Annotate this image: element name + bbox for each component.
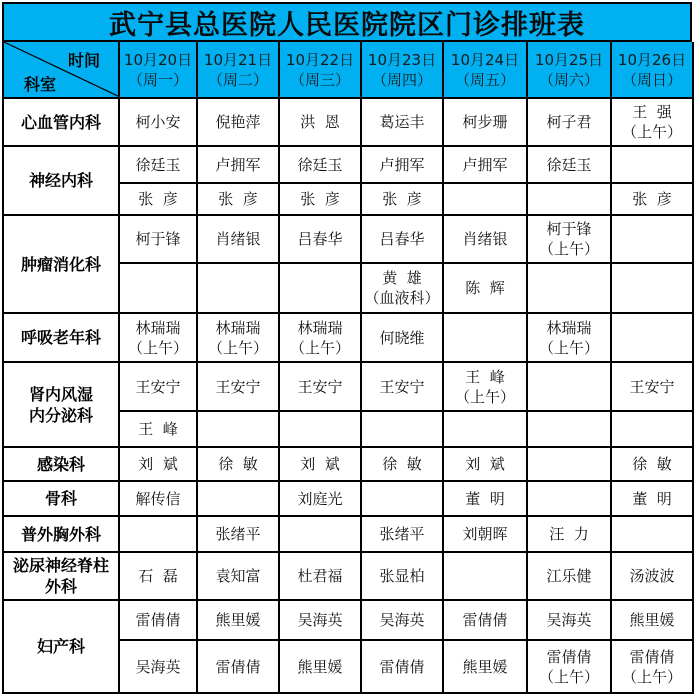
day-weekday: （周日） <box>621 70 682 89</box>
day-header <box>528 42 612 99</box>
shift-note: （上午） <box>538 240 599 258</box>
schedule-cell <box>198 184 280 216</box>
doctor-name: 杜君福 <box>297 567 343 585</box>
doctor-name: 张 彦 <box>632 190 672 208</box>
doctor-name: 熊里媛 <box>297 657 343 676</box>
doctor-name: 徐 敏 <box>218 455 258 473</box>
day-weekday: （周五） <box>454 70 515 89</box>
department-label <box>2 553 120 601</box>
doctor-name: 徐 敏 <box>382 455 422 473</box>
doctor-name: 柯于锋 <box>546 220 592 238</box>
schedule-cell <box>444 601 528 641</box>
schedule-cell <box>280 482 362 517</box>
day-weekday: （周四） <box>371 70 432 89</box>
doctor-name: 徐 敏 <box>632 455 672 473</box>
doctor-name: 雷倩倩 <box>546 647 592 666</box>
doctor-name: 卢拥军 <box>379 155 425 174</box>
day-date: 10月20日 <box>123 50 193 69</box>
doctor-name: 熊里媛 <box>462 657 508 676</box>
schedule-cell <box>528 412 612 448</box>
schedule-cell <box>362 412 444 448</box>
day-header <box>444 42 528 99</box>
doctor-name: 何晓维 <box>379 328 425 347</box>
doctor-name: 王安宁 <box>135 377 181 396</box>
schedule-cell <box>612 412 694 448</box>
department-name-line: 肿瘤消化科 <box>20 254 101 274</box>
schedule-cell <box>444 517 528 553</box>
doctor-name: 张绪平 <box>379 525 425 543</box>
department-name-line: 泌尿神经脊柱 <box>12 556 109 575</box>
doctor-name: 张显柏 <box>379 567 425 585</box>
schedule-cell <box>612 264 694 314</box>
day-header <box>198 42 280 99</box>
day-date: 10月23日 <box>367 50 437 69</box>
schedule-cell <box>198 99 280 147</box>
schedule-cell <box>444 553 528 601</box>
schedule-cell <box>362 363 444 412</box>
schedule-cell <box>198 517 280 553</box>
department-label <box>2 147 120 216</box>
corner-header <box>2 42 120 99</box>
schedule-cell <box>528 314 612 363</box>
department-label <box>2 517 120 553</box>
doctor-name: 吴海英 <box>135 657 181 676</box>
schedule-cell <box>612 363 694 412</box>
schedule-cell <box>280 448 362 482</box>
schedule-cell <box>120 99 198 147</box>
department-name-line: 骨科 <box>44 489 77 508</box>
doctor-name: 石 磊 <box>138 567 178 585</box>
doctor-name: 林瑞瑞 <box>297 318 343 337</box>
schedule-cell <box>280 314 362 363</box>
doctor-name: 肖绪银 <box>462 230 508 248</box>
page-title: 武宁县总医院人民医院院区门诊排班表 <box>2 2 692 42</box>
schedule-cell <box>120 147 198 184</box>
department-label <box>2 99 120 147</box>
schedule-cell <box>280 216 362 264</box>
day-weekday: （周一） <box>127 70 188 89</box>
day-date: 10月26日 <box>617 50 687 69</box>
day-date: 10月24日 <box>450 50 520 69</box>
day-date: 10月21日 <box>203 50 273 69</box>
schedule-cell <box>362 216 444 264</box>
schedule-cell <box>198 641 280 694</box>
doctor-name: 洪 恩 <box>300 113 340 131</box>
schedule-cell <box>198 553 280 601</box>
schedule-cell <box>198 216 280 264</box>
day-weekday: （周六） <box>538 70 599 89</box>
doctor-name: 熊里媛 <box>629 611 675 629</box>
schedule-cell <box>528 216 612 264</box>
shift-note: （上午） <box>538 338 599 357</box>
schedule-cell <box>280 412 362 448</box>
doctor-name: 卢拥军 <box>462 155 508 174</box>
doctor-name: 柯小安 <box>135 113 181 131</box>
doctor-name: 王安宁 <box>379 377 425 396</box>
schedule-cell <box>444 641 528 694</box>
doctor-name: 卢拥军 <box>215 155 261 174</box>
schedule-cell <box>120 553 198 601</box>
schedule-cell <box>280 517 362 553</box>
department-name-line: 肾内风湿 <box>28 384 93 404</box>
schedule-cell <box>444 147 528 184</box>
doctor-name: 王安宁 <box>215 377 261 396</box>
schedule-cell <box>120 517 198 553</box>
doctor-name: 王 强 <box>632 103 672 121</box>
schedule-cell <box>198 363 280 412</box>
doctor-name: 吴海英 <box>379 611 425 629</box>
schedule-cell <box>444 264 528 314</box>
doctor-name: 张 彦 <box>300 190 340 208</box>
doctor-name: 葛运丰 <box>379 113 425 131</box>
doctor-name: 陈 辉 <box>465 279 505 297</box>
doctor-name: 张绪平 <box>215 525 261 543</box>
doctor-name: 雷倩倩 <box>629 647 675 666</box>
shift-note: （上午） <box>538 667 599 686</box>
shift-note: （上午） <box>207 338 268 357</box>
schedule-cell <box>444 184 528 216</box>
schedule-cell <box>444 448 528 482</box>
doctor-name: 汪 力 <box>549 525 589 543</box>
doctor-name: 王安宁 <box>629 377 675 396</box>
schedule-cell <box>280 184 362 216</box>
schedule-cell <box>528 147 612 184</box>
schedule-cell <box>444 216 528 264</box>
schedule-cell <box>528 363 612 412</box>
doctor-name: 刘 斌 <box>138 455 178 473</box>
day-header <box>612 42 694 99</box>
doctor-name: 张 彦 <box>138 190 178 208</box>
day-header <box>280 42 362 99</box>
schedule-cell <box>120 314 198 363</box>
day-date: 10月25日 <box>534 50 604 69</box>
day-header <box>120 42 198 99</box>
schedule-cell <box>612 184 694 216</box>
schedule-cell <box>362 264 444 314</box>
department-name-line: 妇产科 <box>36 637 85 656</box>
schedule-cell <box>280 641 362 694</box>
department-name-line: 神经内科 <box>28 171 93 190</box>
doctor-name: 江乐健 <box>546 567 592 585</box>
schedule-cell <box>528 482 612 517</box>
doctor-name: 柯子君 <box>546 113 592 131</box>
schedule-cell <box>120 412 198 448</box>
doctor-name: 柯步珊 <box>462 113 508 131</box>
schedule-cell <box>280 553 362 601</box>
doctor-name: 黄 雄 <box>382 269 422 287</box>
schedule-cell <box>528 641 612 694</box>
doctor-name: 吕春华 <box>379 230 425 248</box>
doctor-name: 袁知富 <box>215 567 261 585</box>
doctor-name: 雷倩倩 <box>135 611 181 629</box>
shift-note: （上午） <box>621 123 682 141</box>
doctor-name: 徐廷玉 <box>297 155 343 174</box>
schedule-cell <box>612 314 694 363</box>
schedule-cell <box>120 363 198 412</box>
schedule-cell <box>612 641 694 694</box>
doctor-name: 董 明 <box>632 489 672 508</box>
schedule-cell <box>444 314 528 363</box>
schedule-cell <box>362 184 444 216</box>
department-label <box>2 482 120 517</box>
doctor-name: 王 峰 <box>465 367 505 386</box>
shift-note: （上午） <box>127 338 188 357</box>
corner-label-time: 时间 <box>67 51 100 70</box>
doctor-name: 刘庭光 <box>297 489 343 508</box>
shift-note: （血液科） <box>364 289 440 307</box>
shift-note: （上午） <box>454 387 515 406</box>
schedule-cell <box>612 147 694 184</box>
doctor-name: 王安宁 <box>297 377 343 396</box>
day-weekday: （周二） <box>207 70 268 89</box>
schedule-cell <box>120 264 198 314</box>
doctor-name: 林瑞瑞 <box>215 318 261 337</box>
schedule-cell <box>198 601 280 641</box>
department-label <box>2 601 120 694</box>
schedule-cell <box>528 99 612 147</box>
doctor-name: 吴海英 <box>546 611 592 629</box>
doctor-name: 刘 斌 <box>465 455 505 473</box>
shift-note: （上午） <box>621 667 682 686</box>
schedule-cell <box>198 412 280 448</box>
department-name-line: 内分泌科 <box>28 405 93 425</box>
doctor-name: 熊里媛 <box>215 611 261 629</box>
schedule-cell <box>528 264 612 314</box>
doctor-name: 汤波波 <box>629 567 675 585</box>
department-name-line: 外科 <box>44 577 77 596</box>
doctor-name: 董 明 <box>465 489 505 508</box>
day-header <box>362 42 444 99</box>
schedule-cell <box>198 264 280 314</box>
schedule-cell <box>120 482 198 517</box>
day-date: 10月22日 <box>285 50 355 69</box>
schedule-cell <box>120 448 198 482</box>
schedule-cell <box>528 601 612 641</box>
schedule-cell <box>280 147 362 184</box>
doctor-name: 肖绪银 <box>215 230 261 248</box>
schedule-cell <box>120 641 198 694</box>
doctor-name: 刘朝晖 <box>462 525 508 543</box>
department-name-line: 心血管内科 <box>20 112 101 132</box>
schedule-cell <box>280 99 362 147</box>
schedule-cell <box>528 184 612 216</box>
schedule-cell <box>444 482 528 517</box>
day-weekday: （周三） <box>289 70 350 89</box>
schedule-cell <box>362 147 444 184</box>
schedule-cell <box>612 99 694 147</box>
doctor-name: 徐廷玉 <box>546 155 592 174</box>
schedule-cell <box>198 482 280 517</box>
schedule-cell <box>280 363 362 412</box>
schedule-cell <box>444 412 528 448</box>
department-label <box>2 216 120 314</box>
department-name-line: 呼吸老年科 <box>20 328 101 347</box>
schedule-cell <box>444 99 528 147</box>
department-label <box>2 314 120 363</box>
schedule-cell <box>120 601 198 641</box>
schedule-cell <box>198 314 280 363</box>
doctor-name: 王 峰 <box>138 420 178 438</box>
schedule-cell <box>528 448 612 482</box>
department-name-line: 感染科 <box>36 454 85 474</box>
department-name-line: 普外胸外科 <box>20 524 101 544</box>
schedule-cell <box>612 517 694 553</box>
doctor-name: 雷倩倩 <box>215 657 261 676</box>
doctor-name: 雷倩倩 <box>462 611 508 629</box>
doctor-name: 张 彦 <box>382 190 422 208</box>
corner-label-dept: 科室 <box>24 75 57 94</box>
schedule-cell <box>362 314 444 363</box>
doctor-name: 徐廷玉 <box>135 155 181 174</box>
schedule-cell <box>362 448 444 482</box>
doctor-name: 吴海英 <box>297 611 343 629</box>
schedule-cell <box>198 147 280 184</box>
schedule-cell <box>612 553 694 601</box>
doctor-name: 雷倩倩 <box>379 657 425 676</box>
shift-note: （上午） <box>289 338 350 357</box>
doctor-name: 张 彦 <box>218 190 258 208</box>
schedule-cell <box>444 363 528 412</box>
schedule-cell <box>280 264 362 314</box>
schedule-cell <box>198 448 280 482</box>
schedule-cell <box>612 216 694 264</box>
schedule-cell <box>362 641 444 694</box>
schedule-cell <box>120 216 198 264</box>
schedule-cell <box>612 448 694 482</box>
schedule-cell <box>362 99 444 147</box>
schedule-cell <box>612 482 694 517</box>
doctor-name: 吕春华 <box>297 230 343 248</box>
schedule-cell <box>362 517 444 553</box>
doctor-name: 倪艳萍 <box>215 113 261 131</box>
schedule-cell <box>528 517 612 553</box>
schedule-cell <box>528 553 612 601</box>
doctor-name: 刘 斌 <box>300 455 340 473</box>
doctor-name: 柯于锋 <box>135 230 181 248</box>
schedule-cell <box>362 553 444 601</box>
diagonal-divider-icon <box>4 42 120 99</box>
schedule-cell <box>120 184 198 216</box>
schedule-cell <box>612 601 694 641</box>
schedule-cell <box>362 601 444 641</box>
department-label <box>2 448 120 482</box>
doctor-name: 解传信 <box>135 489 181 508</box>
doctor-name: 林瑞瑞 <box>546 318 592 337</box>
doctor-name: 林瑞瑞 <box>135 318 181 337</box>
schedule-cell <box>362 482 444 517</box>
schedule-cell <box>280 601 362 641</box>
department-label <box>2 363 120 448</box>
